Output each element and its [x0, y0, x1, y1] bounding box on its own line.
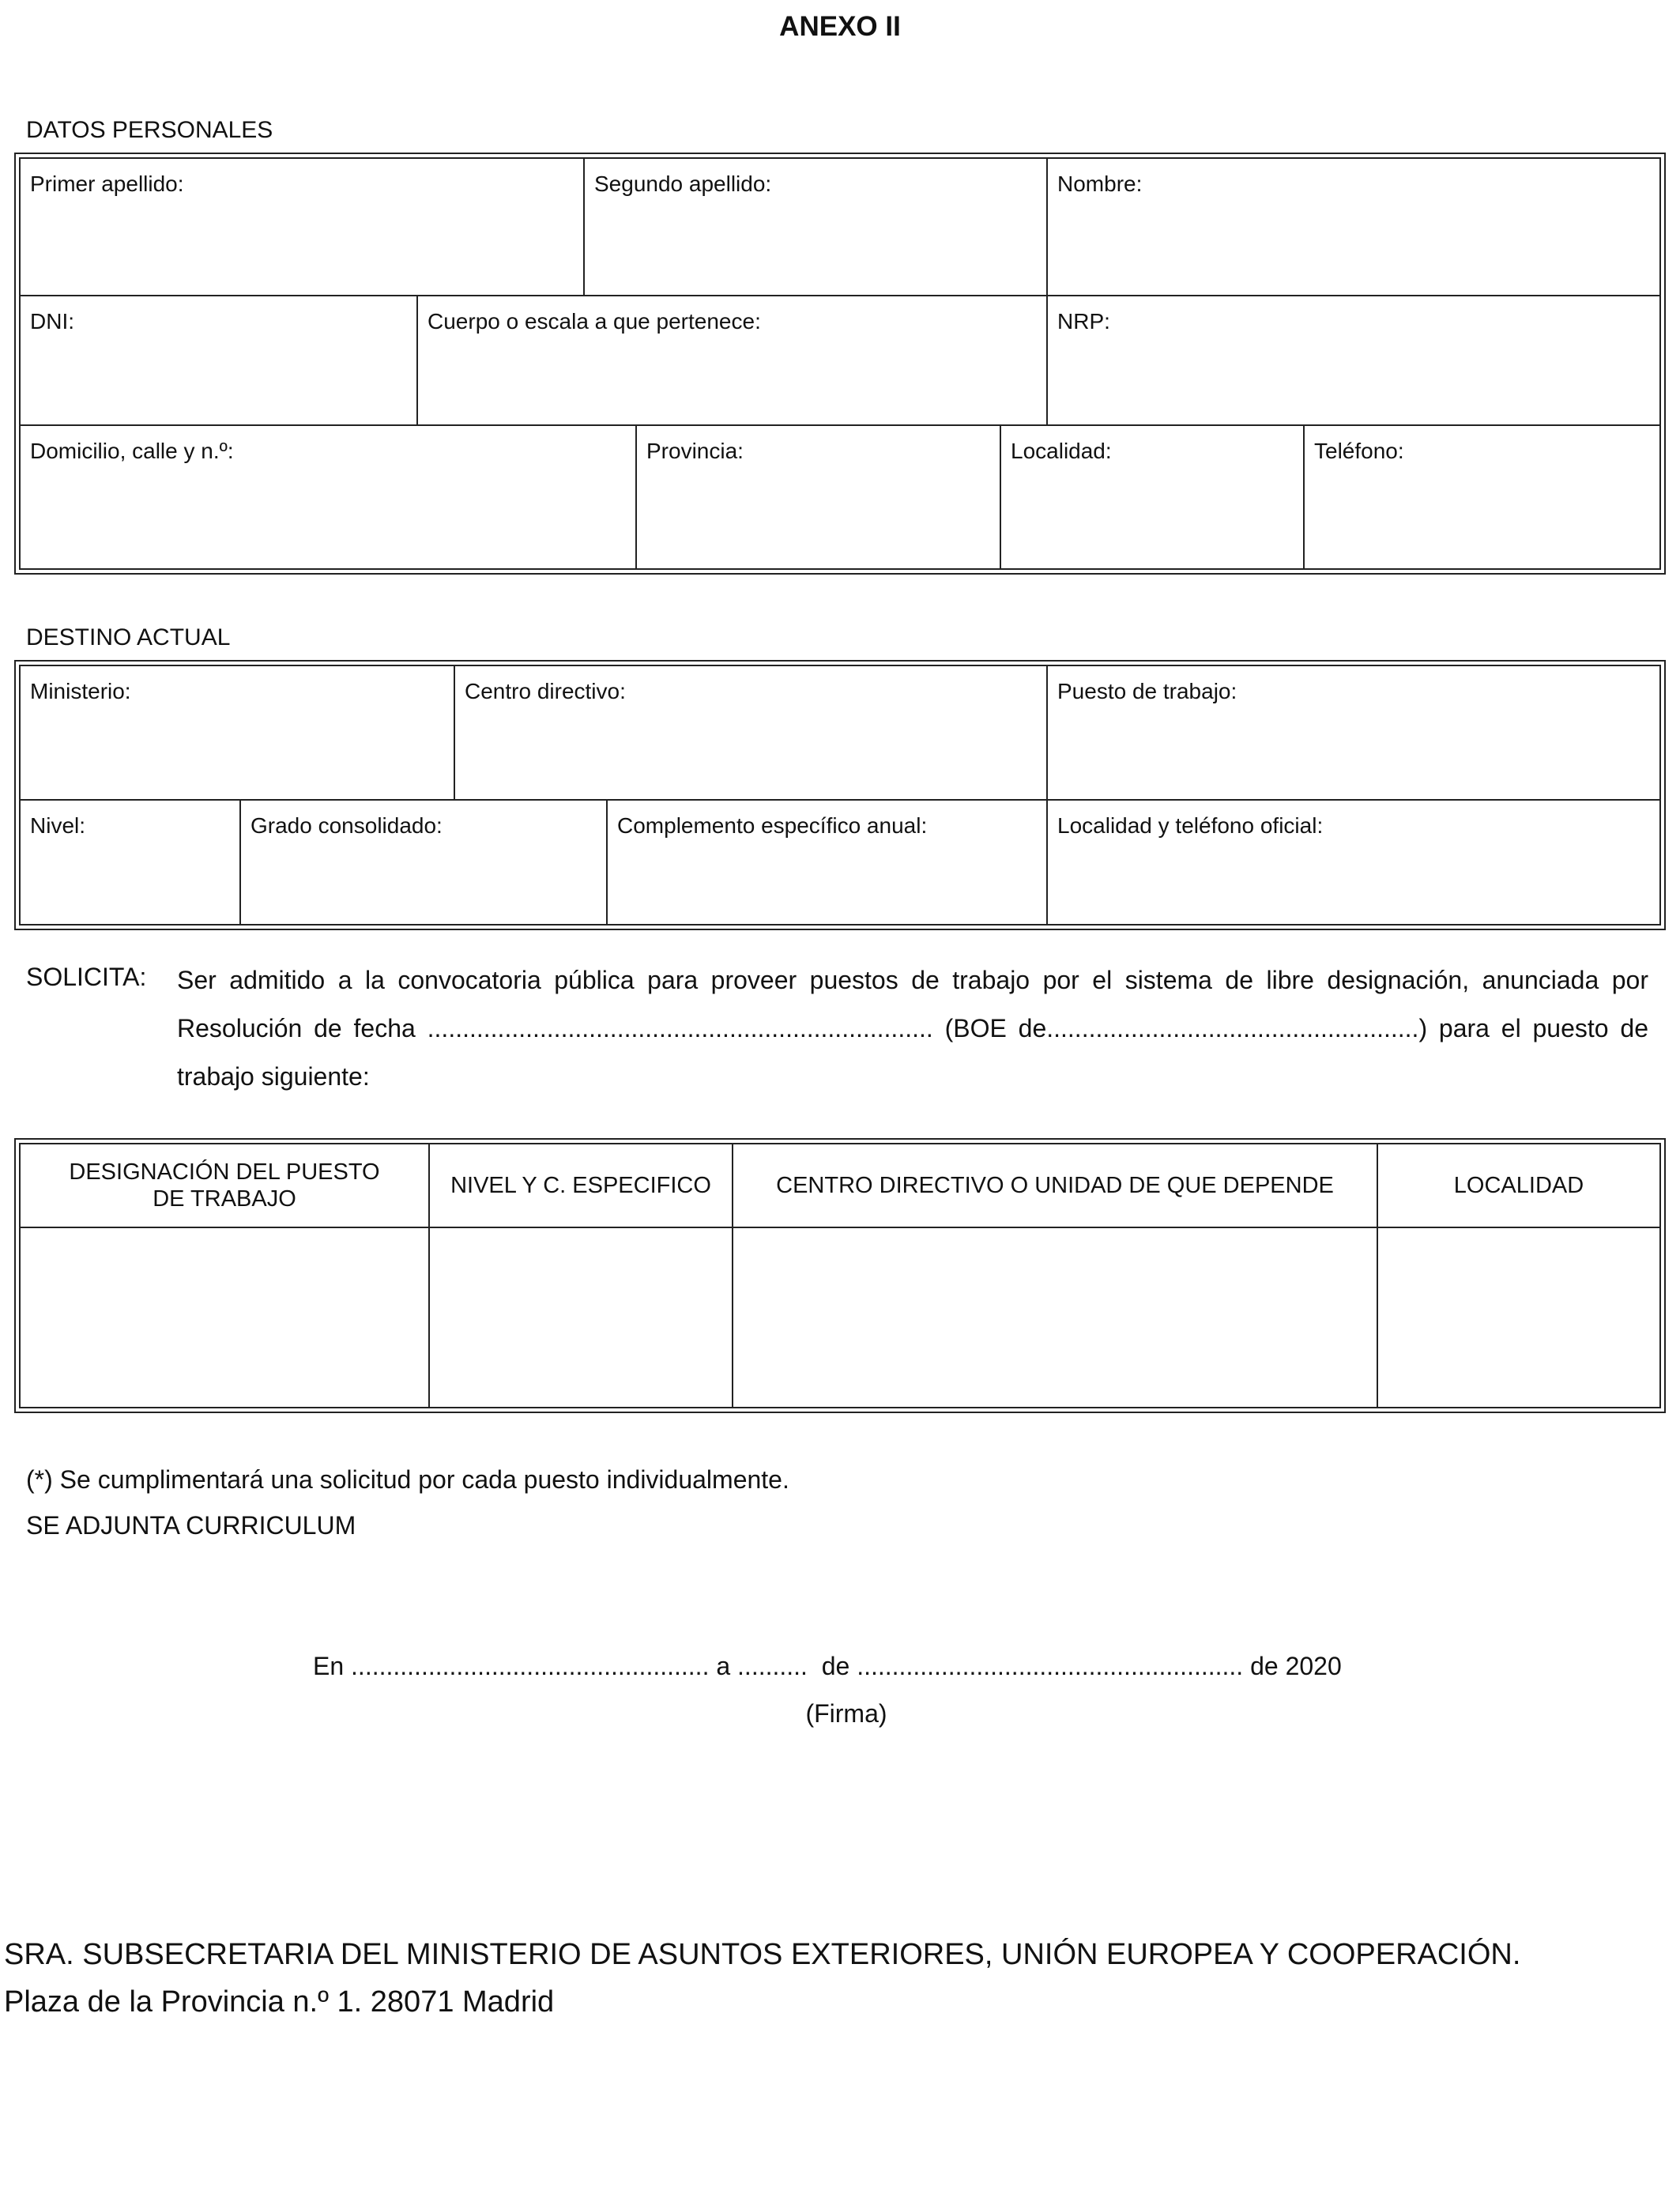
cuerpo-escala-field[interactable]: [418, 296, 1048, 424]
field-label: Nivel:: [30, 813, 86, 838]
solicita-paragraph: Ser admitido a la convocatoria pública para proveer puestos de trabajo por el sistema de libre designación, anunciada por Resolución de fecha ........................................................................ (BOE de.....................................................) para el puesto de trabajo siguiente:: [177, 966, 1648, 1091]
nombre-field[interactable]: [1048, 159, 1659, 295]
localidad-cell[interactable]: [1378, 1228, 1659, 1407]
telefono-field[interactable]: [1305, 426, 1659, 568]
centro-directivo-field[interactable]: [455, 666, 1048, 799]
field-label: Ministerio:: [30, 679, 131, 703]
grado-consolidado-field[interactable]: [241, 801, 608, 924]
place-date-line[interactable]: En ................................................... a .......... de ....................................................... de 2020: [313, 1652, 1342, 1680]
segundo-apellido-field[interactable]: [585, 159, 1048, 295]
field-label: NRP:: [1057, 309, 1110, 334]
field-label: Grado consolidado:: [250, 813, 443, 838]
column-header-localidad: LOCALIDAD: [1453, 1173, 1584, 1198]
recipient-address: Plaza de la Provincia n.º 1. 28071 Madrid: [4, 1985, 555, 2019]
column-header-centro-directivo: CENTRO DIRECTIVO O UNIDAD DE QUE DEPENDE: [733, 1144, 1378, 1227]
solicita-label: SOLICITA:: [26, 963, 147, 991]
dni-field[interactable]: [21, 296, 418, 424]
puestos-table: [14, 1138, 1666, 1413]
nivel-cell[interactable]: [430, 1228, 733, 1407]
nivel-field[interactable]: [21, 801, 241, 924]
field-label: Localidad y teléfono oficial:: [1057, 813, 1324, 838]
note-one-per-post: (*) Se cumplimentará una solicitud por cada puesto individualmente.: [26, 1465, 789, 1494]
field-label: Centro directivo:: [465, 679, 626, 703]
column-header-nivel: NIVEL Y C. ESPECIFICO: [430, 1144, 733, 1227]
field-label: Domicilio, calle y n.º:: [30, 439, 234, 463]
provincia-field[interactable]: [637, 426, 1001, 568]
field-label: Segundo apellido:: [594, 172, 772, 196]
field-label: Primer apellido:: [30, 172, 184, 196]
destino-row-2: [21, 799, 1659, 924]
field-label: Provincia:: [646, 439, 744, 463]
designacion-cell[interactable]: [21, 1228, 430, 1407]
domicilio-field[interactable]: [21, 426, 637, 568]
field-label: DNI:: [30, 309, 74, 334]
datos-row-1: [21, 159, 1659, 295]
destino-actual-form: [14, 660, 1666, 930]
localidad-telefono-oficial-field[interactable]: [1048, 801, 1659, 924]
recipient-line: SRA. SUBSECRETARIA DEL MINISTERIO DE ASUNTOS EXTERIORES, UNIÓN EUROPEA Y COOPERACIÓN.: [4, 1938, 1521, 1971]
complemento-especifico-field[interactable]: [608, 801, 1048, 924]
note-curriculum: SE ADJUNTA CURRICULUM: [26, 1511, 356, 1540]
ministerio-field[interactable]: [21, 666, 455, 799]
datos-personales-label: DATOS PERSONALES: [26, 117, 273, 143]
field-label: Nombre:: [1057, 172, 1143, 196]
field-label: Cuerpo o escala a que pertenece:: [428, 309, 761, 334]
nrp-field[interactable]: [1048, 296, 1659, 424]
localidad-field[interactable]: [1001, 426, 1305, 568]
signature-label: (Firma): [805, 1699, 887, 1728]
destino-row-1: [21, 666, 1659, 799]
puesto-trabajo-field[interactable]: [1048, 666, 1659, 799]
datos-personales-form: [14, 153, 1666, 575]
table-header-row: [21, 1144, 1659, 1228]
field-label: Teléfono:: [1314, 439, 1404, 463]
document-title: ANEXO II: [779, 11, 901, 42]
datos-row-2: [21, 295, 1659, 424]
table-row: [21, 1228, 1659, 1407]
primer-apellido-field[interactable]: [21, 159, 585, 295]
field-label: Complemento específico anual:: [617, 813, 928, 838]
datos-row-3: [21, 424, 1659, 568]
centro-directivo-cell[interactable]: [733, 1228, 1378, 1407]
column-header-designacion: DESIGNACIÓN DEL PUESTO DE TRABAJO: [21, 1144, 430, 1227]
destino-actual-label: DESTINO ACTUAL: [26, 624, 231, 650]
field-label: Localidad:: [1011, 439, 1112, 463]
field-label: Puesto de trabajo:: [1057, 679, 1237, 703]
